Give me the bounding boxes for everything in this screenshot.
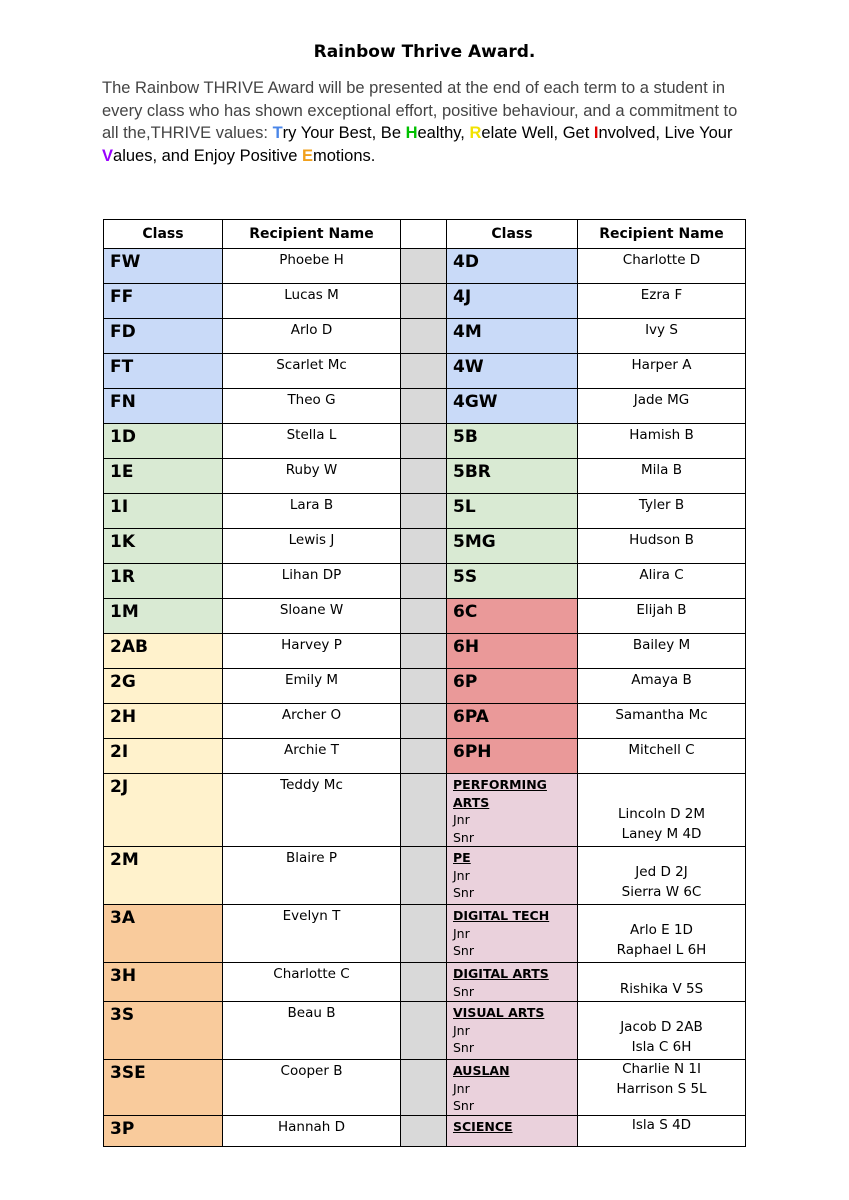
recipient-name: Jacob D 2AB: [620, 1019, 703, 1035]
level-label: Snr: [453, 829, 474, 845]
class-cell: 6C: [447, 599, 578, 634]
class-cell: 6H: [447, 634, 578, 669]
subject-recipients: [578, 847, 746, 905]
class-cell: 2G: [104, 669, 223, 704]
recipient-cell: Blaire P: [223, 847, 401, 905]
table-row: [104, 774, 746, 847]
value-text-i: nvolved, Live Your: [598, 124, 733, 142]
recipient-cell: Ruby W: [223, 459, 401, 494]
subject-recipients: [578, 1060, 746, 1116]
intro-paragraph: [102, 77, 752, 167]
class-cell: 1D: [104, 424, 223, 459]
class-cell: 3S: [104, 1002, 223, 1060]
recipient-cell: Ivy S: [578, 319, 746, 354]
table-row: [104, 494, 746, 529]
recipient-cell: Mitchell C: [578, 739, 746, 774]
gap-cell: [401, 284, 447, 319]
class-cell: 4D: [447, 249, 578, 284]
intro-text: The Rainbow THRIVE Award will be presented at the end of each term to a student in every class who has shown exceptional effort, positive behaviour, and a commitment to all the,THRIVE values:: [102, 79, 738, 142]
value-text-r: elate Well, Get: [481, 124, 594, 142]
subject-recipients: [578, 774, 746, 847]
class-cell: 1R: [104, 564, 223, 599]
level-label: Jnr: [453, 1022, 470, 1038]
recipient-cell: Harvey P: [223, 634, 401, 669]
level-label: Snr: [453, 943, 474, 958]
level-label: Snr: [453, 1098, 474, 1113]
gap-cell: [401, 774, 447, 847]
level-label: Snr: [453, 983, 474, 999]
level-label: Jnr: [453, 925, 470, 941]
recipient-cell: Teddy Mc: [223, 774, 401, 847]
class-cell: 2J: [104, 774, 223, 847]
level-label: Jnr: [453, 1080, 470, 1096]
class-cell: 6P: [447, 669, 578, 704]
gap-cell: [401, 354, 447, 389]
header-gap: [401, 220, 447, 249]
class-cell: 3H: [104, 963, 223, 1002]
subject-recipients: [578, 1002, 746, 1060]
table-row: [104, 634, 746, 669]
recipient-name: Isla C 6H: [631, 1038, 692, 1055]
value-letter-h: H: [405, 124, 418, 142]
recipient-cell: Scarlet Mc: [223, 354, 401, 389]
recipient-name: Jed D 2J: [635, 864, 688, 880]
gap-cell: [401, 424, 447, 459]
level-label: Snr: [453, 885, 474, 900]
table-header-row: [104, 220, 746, 249]
level-label: Jnr: [453, 867, 470, 883]
class-cell: 5MG: [447, 529, 578, 564]
subject-name: AUSLAN: [453, 1063, 510, 1078]
recipient-name: Arlo E 1D: [630, 922, 693, 938]
recipient-cell: Hudson B: [578, 529, 746, 564]
subject-cell: [447, 1002, 578, 1060]
gap-cell: [401, 634, 447, 669]
class-cell: FW: [104, 249, 223, 284]
class-cell: FD: [104, 319, 223, 354]
recipient-cell: Phoebe H: [223, 249, 401, 284]
recipient-cell: Samantha Mc: [578, 704, 746, 739]
value-letter-r: R: [469, 124, 482, 142]
class-cell: 5L: [447, 494, 578, 529]
recipient-cell: Mila B: [578, 459, 746, 494]
awards-table: [103, 219, 746, 1147]
gap-cell: [401, 847, 447, 905]
gap-cell: [401, 704, 447, 739]
level-label: Jnr: [453, 812, 470, 827]
gap-cell: [401, 529, 447, 564]
class-cell: 3SE: [104, 1060, 223, 1116]
gap-cell: [401, 1060, 447, 1116]
recipient-cell: Lewis J: [223, 529, 401, 564]
recipient-cell: Lara B: [223, 494, 401, 529]
recipient-name: Sierra W 6C: [621, 883, 702, 900]
class-cell: 5BR: [447, 459, 578, 494]
recipient-name: Laney M 4D: [621, 825, 702, 842]
recipient-cell: Beau B: [223, 1002, 401, 1060]
gap-cell: [401, 1002, 447, 1060]
table-row: [104, 529, 746, 564]
recipient-cell: Archie T: [223, 739, 401, 774]
table-row: [104, 847, 746, 905]
recipient-cell: Bailey M: [578, 634, 746, 669]
subject-name: DIGITAL TECH: [453, 908, 550, 923]
class-cell: 3P: [104, 1115, 223, 1146]
subject-cell: [447, 774, 578, 847]
gap-cell: [401, 389, 447, 424]
class-cell: 1E: [104, 459, 223, 494]
recipient-cell: Amaya B: [578, 669, 746, 704]
class-cell: 4GW: [447, 389, 578, 424]
table-row: [104, 1115, 746, 1146]
table-row: [104, 459, 746, 494]
recipient-cell: Charlotte D: [578, 249, 746, 284]
recipient-cell: Alira C: [578, 564, 746, 599]
table-row: [104, 669, 746, 704]
subject-name: DIGITAL ARTS: [453, 966, 549, 981]
subject-cell: [447, 847, 578, 905]
header-class-left: Class: [104, 220, 223, 249]
recipient-name: Charlie N 1I: [622, 1061, 701, 1077]
value-letter-t: T: [272, 124, 283, 142]
class-cell: 1I: [104, 494, 223, 529]
class-cell: 1M: [104, 599, 223, 634]
subject-recipients: [578, 963, 746, 1002]
gap-cell: [401, 963, 447, 1002]
recipient-cell: Stella L: [223, 424, 401, 459]
recipient-cell: Harper A: [578, 354, 746, 389]
subject-cell: [447, 963, 578, 1002]
recipient-cell: Jade MG: [578, 389, 746, 424]
subject-cell: [447, 905, 578, 963]
table-row: [104, 564, 746, 599]
gap-cell: [401, 669, 447, 704]
value-text-t: ry Your Best, Be: [282, 124, 406, 142]
value-letter-v: V: [102, 146, 114, 165]
class-cell: FN: [104, 389, 223, 424]
table-row: [104, 389, 746, 424]
recipient-cell: Theo G: [223, 389, 401, 424]
class-cell: 2I: [104, 739, 223, 774]
class-cell: 4J: [447, 284, 578, 319]
subject-cell: [447, 1115, 578, 1146]
value-letter-i: I: [593, 124, 599, 142]
recipient-cell: Lucas M: [223, 284, 401, 319]
recipient-name: Isla S 4D: [631, 1116, 692, 1133]
gap-cell: [401, 564, 447, 599]
table-row: [104, 1002, 746, 1060]
class-cell: 1K: [104, 529, 223, 564]
class-cell: 2M: [104, 847, 223, 905]
class-cell: 5S: [447, 564, 578, 599]
gap-cell: [401, 739, 447, 774]
level-label: Snr: [453, 1040, 474, 1055]
header-recipient-left: Recipient Name: [223, 220, 401, 249]
value-letter-e: E: [301, 146, 313, 165]
recipient-cell: Hannah D: [223, 1115, 401, 1146]
gap-cell: [401, 459, 447, 494]
table-row: [104, 1060, 746, 1116]
gap-cell: [401, 905, 447, 963]
subject-name: SCIENCE: [453, 1118, 513, 1134]
recipient-cell: Arlo D: [223, 319, 401, 354]
table-row: [104, 319, 746, 354]
subject-cell: [447, 1060, 578, 1116]
table-row: [104, 354, 746, 389]
recipient-cell: Sloane W: [223, 599, 401, 634]
value-text-v: alues, and Enjoy Positive: [113, 146, 302, 165]
recipient-name: Rishika V 5S: [619, 980, 704, 997]
table-row: [104, 284, 746, 319]
header-recipient-right: Recipient Name: [578, 220, 746, 249]
recipient-cell: Elijah B: [578, 599, 746, 634]
subject-recipients: [578, 905, 746, 963]
value-text-e: motions.: [312, 146, 376, 165]
class-cell: FF: [104, 284, 223, 319]
table-row: [104, 424, 746, 459]
subject-name: PE: [453, 850, 471, 865]
recipient-cell: Lihan DP: [223, 564, 401, 599]
class-cell: 5B: [447, 424, 578, 459]
gap-cell: [401, 1115, 447, 1146]
subject-recipients: [578, 1115, 746, 1146]
table-row: [104, 704, 746, 739]
value-text-h: ealthy,: [417, 124, 470, 142]
recipient-name: Raphael L 6H: [616, 941, 707, 958]
gap-cell: [401, 599, 447, 634]
recipient-cell: Tyler B: [578, 494, 746, 529]
recipient-cell: Ezra F: [578, 284, 746, 319]
gap-cell: [401, 249, 447, 284]
recipient-cell: Hamish B: [578, 424, 746, 459]
table-row: [104, 599, 746, 634]
table-row: [104, 739, 746, 774]
recipient-name: Lincoln D 2M: [617, 806, 706, 822]
class-cell: 4M: [447, 319, 578, 354]
class-cell: FT: [104, 354, 223, 389]
table-row: [104, 249, 746, 284]
document-title: Rainbow Thrive Award.: [313, 42, 536, 62]
class-cell: 2AB: [104, 634, 223, 669]
recipient-cell: Archer O: [223, 704, 401, 739]
class-cell: 6PA: [447, 704, 578, 739]
recipient-cell: Emily M: [223, 669, 401, 704]
recipient-cell: Evelyn T: [223, 905, 401, 963]
table-row: [104, 963, 746, 1002]
class-cell: 4W: [447, 354, 578, 389]
recipient-name: Harrison S 5L: [616, 1080, 707, 1097]
class-cell: 2H: [104, 704, 223, 739]
gap-cell: [401, 319, 447, 354]
subject-name: VISUAL ARTS: [453, 1005, 545, 1020]
gap-cell: [401, 494, 447, 529]
subject-name: PERFORMING ARTS: [453, 777, 547, 810]
recipient-cell: Charlotte C: [223, 963, 401, 1002]
recipient-cell: Cooper B: [223, 1060, 401, 1116]
class-cell: 6PH: [447, 739, 578, 774]
class-cell: 3A: [104, 905, 223, 963]
table-row: [104, 905, 746, 963]
header-class-right: Class: [447, 220, 578, 249]
